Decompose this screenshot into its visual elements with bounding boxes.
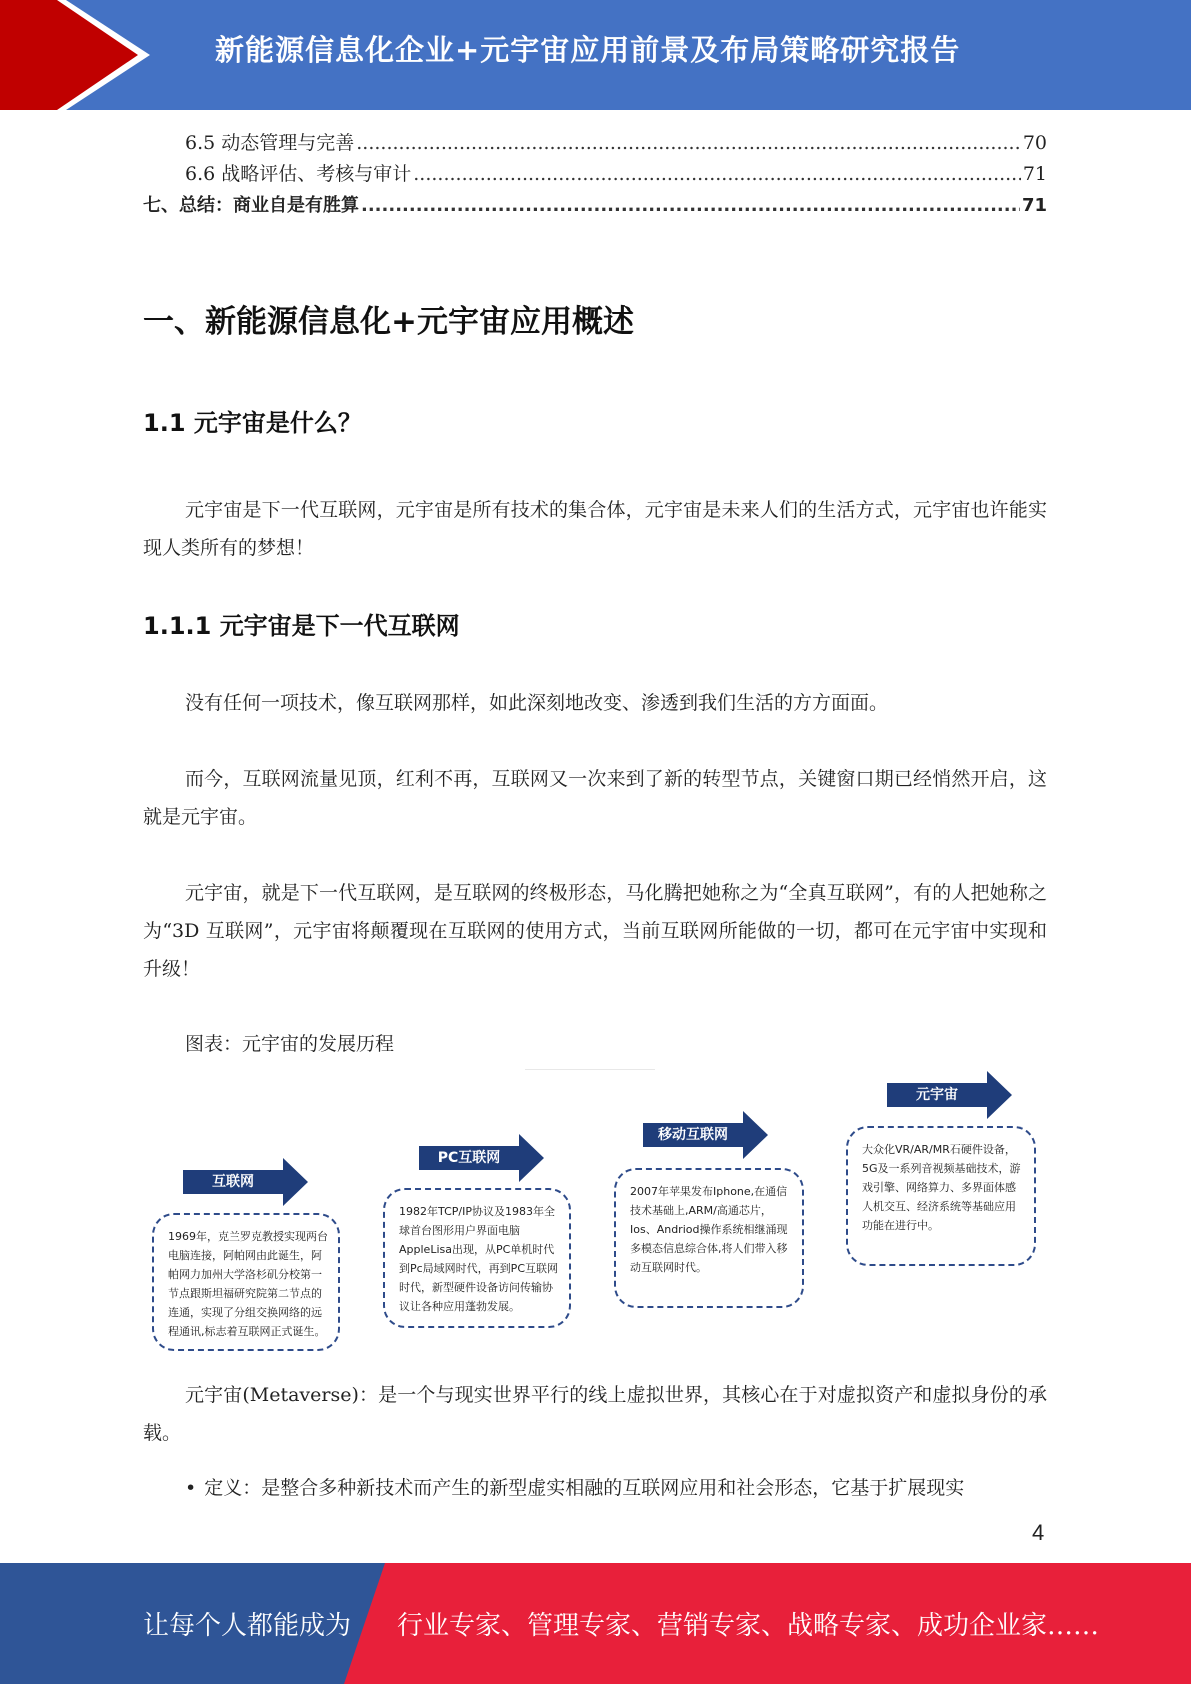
timeline-arrow bbox=[183, 1158, 308, 1206]
body-paragraph: 而今，互联网流量见顶，红利不再，互联网又一次来到了新的转型节点，关键窗口期已经悄然开启，这就是元宇宙。 bbox=[143, 768, 1047, 828]
page-footer bbox=[0, 1563, 1191, 1684]
body-paragraph: 元宇宙是下一代互联网，元宇宙是所有技术的集合体，元宇宙是未来人们的生活方式，元宇宙也许能实现人类所有的梦想！ bbox=[143, 499, 1047, 559]
timeline-box: 1969年，克兰罗克教授实现两台电脑连接，阿帕网由此诞生，阿帕网力加州大学洛杉矶分校第一节点跟斯坦福研究院第二节点的连通，实现了分组交换网络的远程通讯,标志着互联网正式诞生。 bbox=[152, 1213, 340, 1351]
toc-entry[interactable] bbox=[143, 191, 1047, 221]
bullet-item bbox=[185, 1470, 1047, 1506]
page-header bbox=[0, 0, 1191, 110]
footer-slogan-right: 行业专家、管理专家、营销专家、战略专家、成功企业家…… bbox=[397, 1611, 1100, 1641]
subsubsection-heading: 1.1.1 元宇宙是下一代互联网 bbox=[143, 612, 460, 640]
toc-entry[interactable] bbox=[143, 159, 1047, 189]
toc-leader bbox=[361, 195, 1020, 216]
bullet-dot-icon: • bbox=[185, 1477, 197, 1499]
timeline-arrow bbox=[419, 1134, 544, 1182]
section-heading: 一、新能源信息化+元宇宙应用概述 bbox=[143, 304, 634, 340]
body-paragraph: 元宇宙(Metaverse)：是一个与现实世界平行的线上虚拟世界，其核心在于对虚拟资产和虚拟身份的承载。 bbox=[143, 1384, 1047, 1444]
toc-leader bbox=[356, 132, 1021, 154]
figure-caption: 图表：元宇宙的发展历程 bbox=[185, 1033, 395, 1055]
timeline-arrow bbox=[887, 1071, 1012, 1119]
toc-entry-label: 6.5 动态管理与完善 bbox=[185, 132, 355, 154]
toc-leader bbox=[413, 163, 1021, 185]
timeline-arrow-label: 元宇宙 bbox=[916, 1087, 958, 1103]
subsection-heading: 1.1 元宇宙是什么？ bbox=[143, 409, 362, 437]
timeline-arrow bbox=[643, 1111, 768, 1159]
toc-entry-label: 七、总结：商业自是有胜算 bbox=[143, 195, 359, 216]
page-number: 4 bbox=[1032, 1520, 1045, 1545]
toc-entry[interactable] bbox=[143, 128, 1047, 158]
body-paragraph: 没有任何一项技术，像互联网那样，如此深刻地改变、渗透到我们生活的方方面面。 bbox=[185, 692, 889, 714]
body-paragraph: 元宇宙，就是下一代互联网，是互联网的终极形态，马化腾把她称之为“全真互联网”，有的人把她称之为“3D 互联网”，元宇宙将颠覆现在互联网的使用方式，当前互联网所能做的一切，都可在元宇宙中实现和升级！ bbox=[143, 882, 1047, 980]
timeline-box: 1982年TCP/IP协议及1983年全球首台图形用户界面电脑AppleLisa出现，从PC单机时代到Pc局域网时代，再到PC互联网时代，新型硬件设备访问传输协议让各种应用蓬勃发展。 bbox=[383, 1188, 571, 1328]
footer-slogan-left: 让每个人都能成为 bbox=[143, 1611, 352, 1641]
timeline-arrow-label: PC互联网 bbox=[437, 1150, 501, 1166]
report-title: 新能源信息化企业+元宇宙应用前景及布局策略研究报告 bbox=[215, 33, 961, 67]
toc-entry-page: 71 bbox=[1021, 195, 1047, 216]
timeline-arrow-label: 移动互联网 bbox=[658, 1127, 728, 1143]
timeline-box: 2007年苹果发布Iphone,在通信技术基础上,ARM/高通芯片，Ios、Andriod操作系统相继涌现多模态信息综合体,将人们带入移动互联网时代。 bbox=[614, 1168, 804, 1308]
timeline-arrow-label: 互联网 bbox=[212, 1174, 254, 1190]
toc-entry-page: 70 bbox=[1022, 132, 1047, 154]
toc-entry-page: 71 bbox=[1022, 163, 1047, 185]
header-red-chevron bbox=[0, 0, 150, 110]
toc-entry-label: 6.6 战略评估、考核与审计 bbox=[185, 163, 412, 185]
divider bbox=[525, 1069, 655, 1070]
bullet-text: 定义：是整合多种新技术而产生的新型虚实相融的互联网应用和社会形态，它基于扩展现实 bbox=[204, 1477, 965, 1499]
timeline-box: 大众化VR/AR/MR石硬件设备，5G及一系列音视频基础技术，游戏引擎、网络算力、多界面体感人机交互、经济系统等基础应用功能在进行中。 bbox=[846, 1126, 1036, 1266]
